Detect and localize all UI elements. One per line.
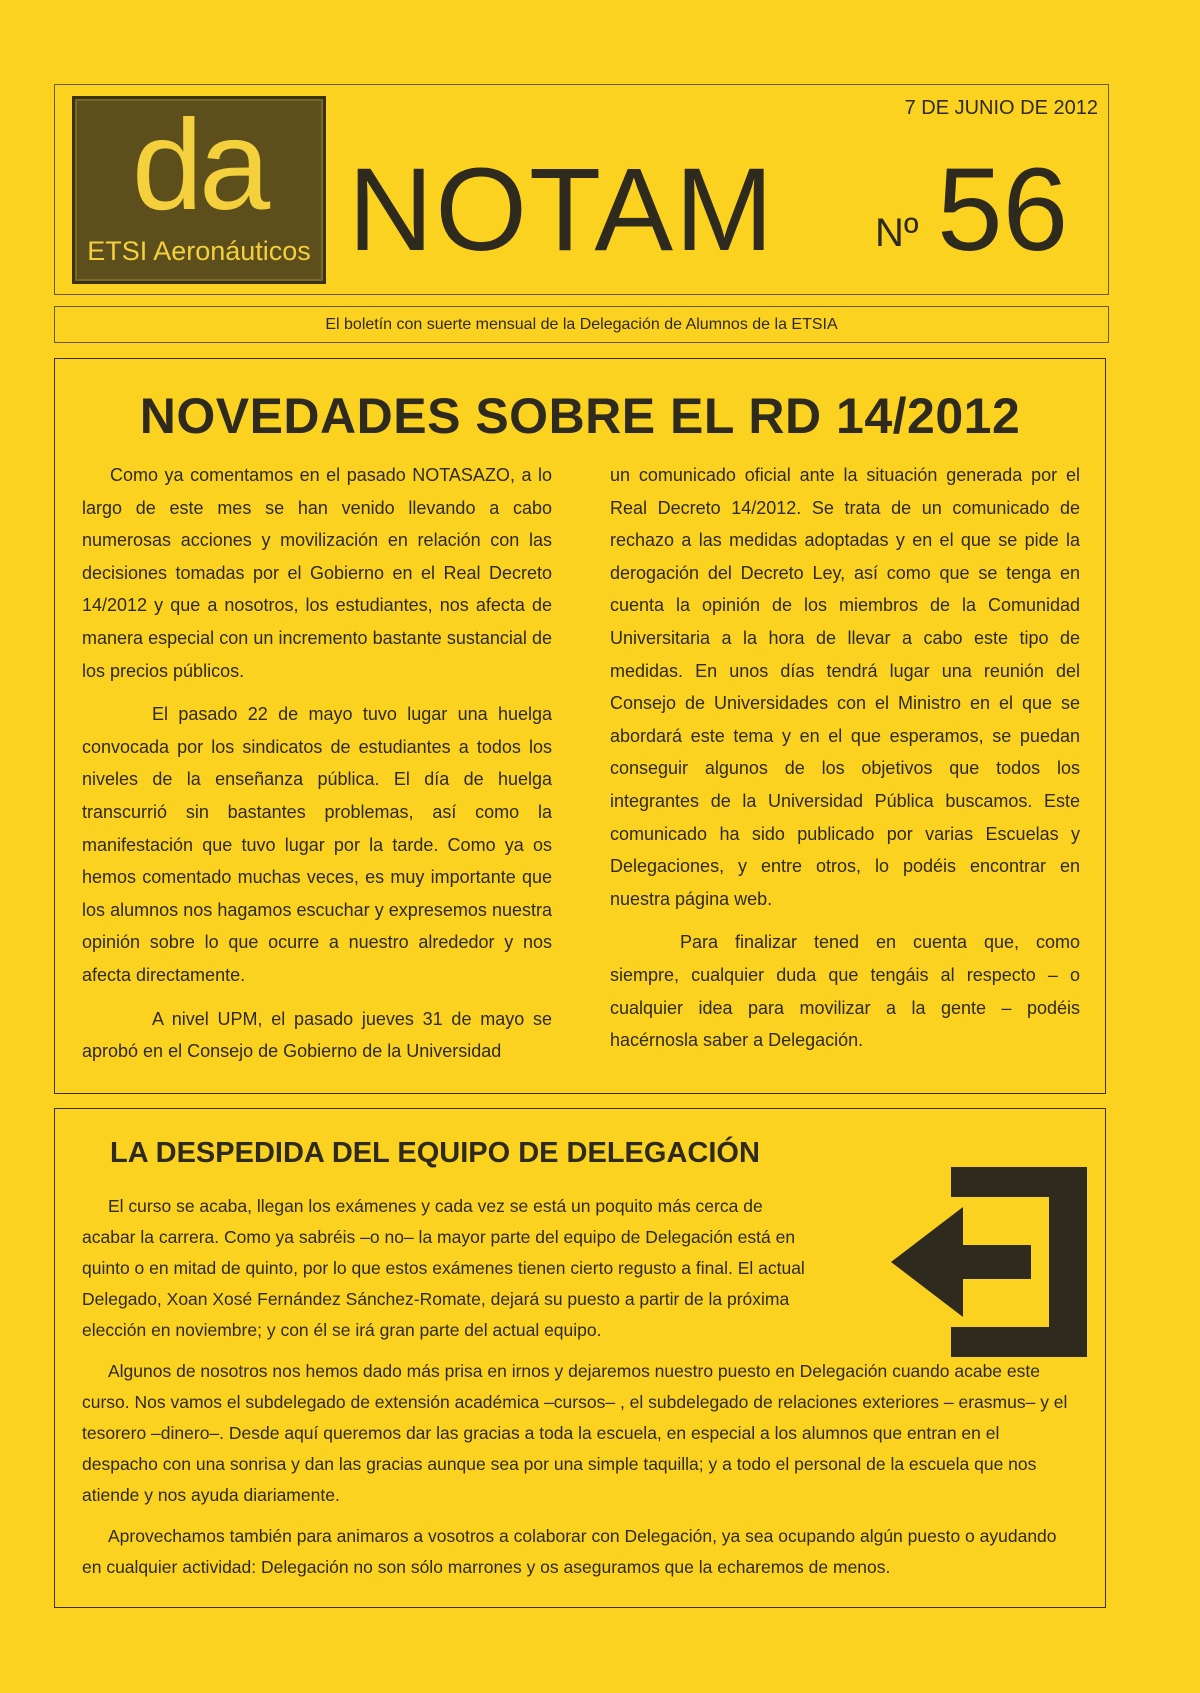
paragraph: Aprovechamos también para animaros a vosotros a colaborar con Delegación, ya sea ocupando algún puesto o ayudando en cualquier actividad: Delegación no son sólo marrones y os aseguramos que la echaremos de menos. — [82, 1526, 1057, 1577]
newsletter-subtitle: El boletín con suerte mensual de la Delegación de Alumnos de la ETSIA — [54, 306, 1109, 343]
issue-number: 56 — [937, 144, 1069, 276]
paragraph: un comunicado oficial ante la situación generada por el Real Decreto 14/2012. Se trata de un comunicado de rechazo a las medidas adoptadas y en el que se pide la derogación del Decreto Ley, así como que se tenga en cuenta la opinión de los miembros de la Comunidad Universitaria a la hora de llevar a cabo este tipo de medidas. En unos días tendrá lugar una reunión del Consejo de Universidades con el Ministro en el que se abordará este tema y en el que esperamos, se puedan conseguir algunos de los objetivos que todos los integrantes de la Universidad Pública buscamos. Este comunicado ha sido publicado por varias Escuelas y Delegaciones, y entre otros, lo podéis encontrar en nuestra página web. — [610, 465, 1080, 909]
da-logo — [72, 96, 326, 284]
paragraph: El pasado 22 de mayo tuvo lugar una huelga convocada por los sindicatos de estudiantes a todos los niveles de la enseñanza pública. El día de huelga transcurrió sin bastantes problemas, así como la manifestación que tuvo lugar por la tarde. Como ya os hemos comentado muchas veces, es muy importante que los alumnos nos hagamos escuchar y expresemos nuestra opinión sobre lo que ocurre a nuestro alrededor y nos afecta directamente. — [82, 704, 552, 985]
issue-label: Nº — [875, 211, 919, 255]
logo-text: da — [131, 94, 267, 237]
article-heading: LA DESPEDIDA DEL EQUIPO DE DELEGACIÓN — [110, 1137, 760, 1169]
article-despedida — [54, 1108, 1106, 1608]
logo-subtitle: ETSI Aeronáuticos — [87, 236, 311, 266]
paragraph: Algunos de nosotros nos hemos dado más prisa en irnos y dejaremos nuestro puesto en Delegación cuando acabe este curso. Nos vamos el subdelegado de extensión académica –cursos– , el subdelegado de relaciones exteriores – erasmus– y el tesorero –dinero–. Desde aquí queremos dar las gracias a toda la escuela, en especial a los alumnos que entran en el despacho con una sonrisa y dan las gracias aunque sea por una simple taquilla; y a todo el personal de la escuela que nos atiende y nos ayuda diariamente. — [82, 1361, 1068, 1505]
article-left-column — [82, 459, 552, 1079]
paragraph: Como ya comentamos en el pasado NOTASAZO, a lo largo de este mes se han venido llevando a cabo numerosas acciones y movilización en relación con las decisiones tomadas por el Gobierno en el Real Decreto 14/2012 y que a nosotros, los estudiantes, nos afecta de manera especial con un incremento bastante sustancial de los precios públicos. — [82, 465, 552, 681]
paragraph: A nivel UPM, el pasado jueves 31 de mayo se aprobó en el Consejo de Gobierno de la Universidad — [82, 1008, 552, 1062]
article-right-column — [610, 459, 1080, 1068]
paragraph: Para finalizar tened en cuenta que, como siempre, cualquier duda que tengáis al respecto – o cualquier idea para movilizar a la gente – podéis hacérnosla saber a Delegación. — [610, 932, 1080, 1051]
masthead — [54, 84, 1109, 295]
paragraph: El curso se acaba, llegan los exámenes y cada vez se está un poquito más cerca de acabar la carrera. Como ya sabréis –o no– la mayor parte del equipo de Delegación está en quinto o en mitad de quinto, por lo que estos exámenes tienen cierto regusto a final. El actual Delegado, Xoan Xosé Fernández Sánchez-Romate, dejará su puesto a partir de la próxima elección en noviembre; y con él se irá gran parte del actual equipo. — [82, 1196, 805, 1340]
article-body — [82, 1191, 1077, 1593]
issue-date: 7 DE JUNIO DE 2012 — [904, 97, 1098, 119]
article-rd-14-2012 — [54, 358, 1106, 1094]
article-heading: NOVEDADES SOBRE EL RD 14/2012 — [139, 388, 1021, 444]
newsletter-title: NOTAM — [348, 144, 776, 276]
